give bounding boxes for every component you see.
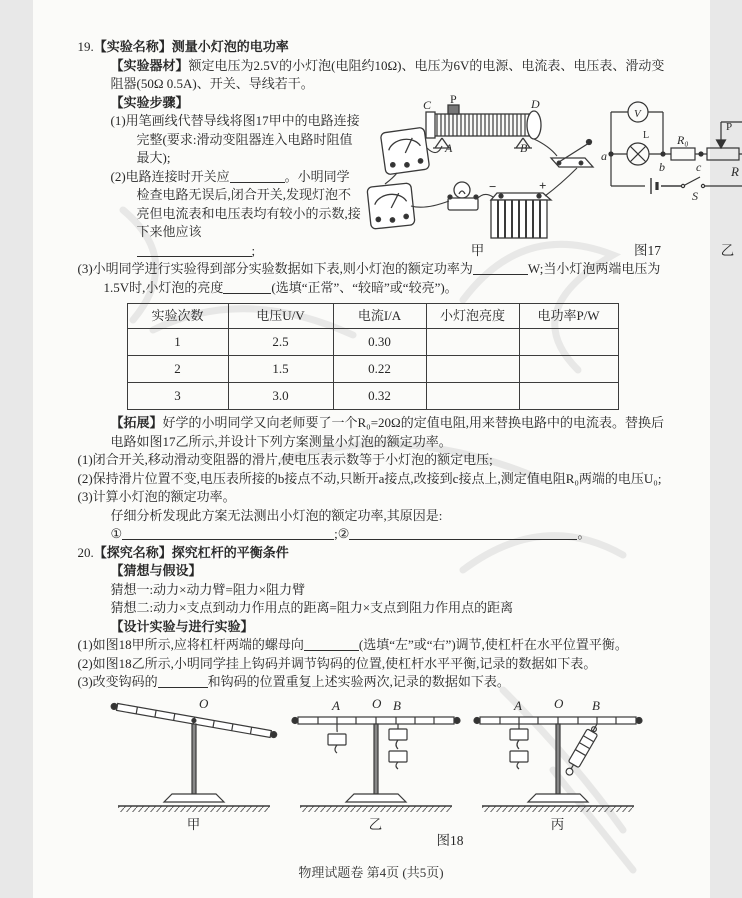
q19-ext-tag: 【拓展】	[110, 415, 163, 430]
cell: 0.32	[333, 383, 426, 410]
q19-analysis: 仔细分析发现此方案无法测出小灯泡的额定功率,其原因是:	[110, 507, 443, 523]
q20-name-tag: 【探究名称】	[93, 544, 172, 560]
cell	[519, 329, 618, 356]
q19-ext-step2: (2)保持滑片位置不变,电压表所接的b接点不动,只断开a接点,改接到c接点上,测定值电阻R₀两端的电压U₀;	[77, 470, 662, 486]
q20-step3-post: 和钩码的位置重复上述实验两次,记录的数据如下表。	[207, 674, 510, 689]
question-19	[77, 38, 739, 544]
q20-step1-post: (选填“左”或“右”)调节,使杠杆在水平位置平衡。	[358, 637, 628, 652]
fig18-jia-lever	[106, 696, 282, 816]
experiment-data-table	[127, 303, 619, 410]
q19-step2	[111, 168, 363, 242]
q19-steps-column	[111, 94, 363, 261]
page-content	[33, 0, 739, 851]
cell	[519, 383, 618, 410]
svg-text:c: c	[695, 159, 701, 174]
fig18-caption	[106, 832, 464, 851]
svg-text:L: L	[642, 129, 649, 141]
q20-step1	[78, 636, 670, 655]
q20-guess2: 猜想二:动力×支点到动力作用点的距离=阻力×支点到阻力作用点的距离	[110, 600, 514, 615]
svg-text:R₀: R₀	[676, 132, 689, 147]
q19-mark-end: 。	[577, 526, 591, 541]
fig17-yi-label: 乙	[720, 242, 735, 258]
q19-step3-pre: (3)小明同学进行实验得到部分实验数据如下表,则小灯泡的额定功率为	[77, 261, 473, 276]
fig18-bing-label: 丙	[550, 816, 565, 832]
q19-mark2: ;②	[334, 526, 350, 541]
col-header: 电流I/A	[333, 304, 426, 329]
svg-text:B: B	[591, 697, 600, 713]
fig17-yi-circuit-schematic	[593, 96, 742, 208]
q20-guess-tag: 【猜想与假设】	[110, 563, 202, 578]
q19-step3-blank2	[223, 280, 271, 294]
col-header: 电压U/V	[228, 304, 333, 329]
q19-equip-tag: 【实验器材】	[110, 57, 189, 73]
col-header: 小灯泡亮度	[426, 304, 519, 329]
col-header: 电功率P/W	[519, 304, 618, 329]
q19-step3-post: (选填“正常”、“较暗”或“较亮”)。	[271, 279, 458, 295]
cell: 2.5	[228, 329, 333, 356]
q20-name: 探究杠杆的平衡条件	[171, 544, 289, 560]
q19-steps-and-figure	[78, 91, 739, 261]
q20-step3-pre: (3)改变钩码的	[77, 674, 158, 689]
q20-guess1: 猜想一:动力×动力臂=阻力×阻力臂	[110, 581, 306, 597]
q19-equip-text: 额定电压为2.5V的小灯泡(电阻约10Ω)、电压为6V的电源、电流表、电压表、滑动变阻器(50Ω 0.5A)、开关、导线若干。	[110, 57, 665, 91]
q20-step3-blank	[158, 674, 208, 688]
fig18-captions	[106, 816, 670, 835]
fig17-caption: 图17	[634, 242, 661, 258]
q19-step3	[78, 260, 670, 297]
fig18-caption-text: 图18	[436, 833, 464, 848]
svg-text:−: −	[488, 178, 496, 194]
q19-equipment-line	[78, 57, 670, 94]
svg-text:P: P	[449, 91, 457, 106]
fig17-captions	[363, 242, 742, 261]
q19-name: 测量小灯泡的电功率	[171, 39, 289, 54]
svg-text:V: V	[633, 107, 641, 120]
question-20	[78, 544, 670, 851]
q20-step1-pre: (1)如图18甲所示,应将杠杆两端的螺母向	[77, 637, 304, 652]
fig18-yi-lever	[288, 696, 464, 816]
q19-step2-blank1	[230, 169, 285, 183]
q20-step1-blank	[304, 637, 359, 651]
q19-ext-step3: (3)计算小灯泡的额定功率。	[77, 489, 236, 504]
svg-text:O: O	[371, 695, 381, 711]
q19-table-wrap	[78, 303, 670, 410]
svg-text:A: A	[444, 140, 452, 155]
table-row	[127, 383, 618, 410]
q19-step3-mid: W;当小灯泡两端电压为1.5V时,小灯泡的亮度	[103, 261, 661, 295]
q19-step2-end: ;	[251, 242, 256, 258]
q20-step3	[78, 673, 670, 692]
svg-text:B: B	[392, 697, 401, 713]
cell: 1.5	[228, 356, 333, 383]
svg-text:P: P	[725, 120, 732, 133]
q19-step2-blank2	[137, 243, 252, 257]
svg-text:b: b	[658, 159, 665, 174]
q19-extension	[78, 414, 670, 451]
fig18-yi-label: 乙	[368, 816, 383, 832]
svg-text:A: A	[513, 697, 522, 713]
q19-step2-pre: (2)电路连接时开关应	[110, 168, 230, 184]
q19-step3-blank1	[473, 261, 528, 275]
fig17-jia-label: 甲	[470, 242, 485, 258]
cell	[426, 356, 519, 383]
q19-name-tag: 【实验名称】	[93, 39, 172, 54]
svg-text:+: +	[538, 177, 546, 193]
q19-ext-text: 好学的小明同学又向老师要了一个R₀=20Ω的定值电阻,用来替换电路中的电流表。替换后电路如图17乙所示,并设计下列方案测量小灯泡的额定功率。	[110, 415, 664, 449]
figure-18	[78, 696, 670, 851]
page-footer: 物理试题卷 第4页 (共5页)	[298, 864, 444, 880]
fig18-bing-lever	[470, 696, 646, 816]
q19-step2-blankline	[111, 242, 363, 261]
table-row	[127, 356, 618, 383]
svg-text:O: O	[553, 695, 563, 711]
q19-reason-blank2	[349, 526, 577, 540]
q20-step2: (2)如图18乙所示,小明同学挂上钩码并调节钩码的位置,使杠杆水平平衡,记录的数据如下表。	[77, 655, 597, 671]
q19-title-line	[78, 38, 670, 57]
table-header-row	[127, 304, 618, 329]
q19-step2-post: 。小明同学检查电路无误后,闭合开关,发现灯泡不亮但电流表和电压表均有较小的示数,接下来他应该	[136, 168, 361, 239]
svg-text:a: a	[600, 148, 607, 163]
fig17-jia-circuit-diagram	[363, 91, 593, 244]
cell	[426, 329, 519, 356]
q19-number: 19.	[77, 39, 94, 54]
svg-text:B: B	[519, 140, 527, 155]
q19-reason-blank1	[122, 526, 334, 540]
figure-17	[363, 91, 742, 261]
q19-mark1: ①	[110, 526, 123, 541]
q20-design-tag: 【设计实验与进行实验】	[110, 618, 254, 634]
cell	[519, 356, 618, 383]
q19-reason-blanks	[78, 525, 670, 544]
q19-step1: (1)用笔画线代替导线将图17甲中的电路连接完整(要求:滑动变阻器连入电路时阻值最大);	[110, 113, 360, 165]
col-header: 实验次数	[127, 304, 228, 329]
svg-text:D: D	[530, 96, 540, 111]
exam-page	[33, 0, 739, 898]
table-row	[127, 329, 618, 356]
cell: 3.0	[228, 383, 333, 410]
q19-ext-step1: (1)闭合开关,移动滑动变阻器的滑片,使电压表示数等于小灯泡的额定电压;	[77, 452, 493, 467]
cell: 3	[127, 383, 228, 410]
fig18-jia-label: 甲	[186, 816, 201, 832]
cell	[426, 383, 519, 410]
svg-text:C: C	[422, 97, 431, 112]
svg-text:R: R	[730, 163, 739, 179]
svg-text:S: S	[691, 188, 698, 203]
svg-text:A: A	[331, 697, 340, 713]
svg-text:O: O	[198, 695, 208, 711]
cell: 1	[127, 329, 228, 356]
q19-steps-tag: 【实验步骤】	[110, 94, 189, 110]
cell: 0.30	[333, 329, 426, 356]
q20-number: 20.	[77, 544, 94, 560]
cell: 2	[127, 356, 228, 383]
cell: 0.22	[333, 356, 426, 383]
q20-title-line	[78, 544, 670, 563]
